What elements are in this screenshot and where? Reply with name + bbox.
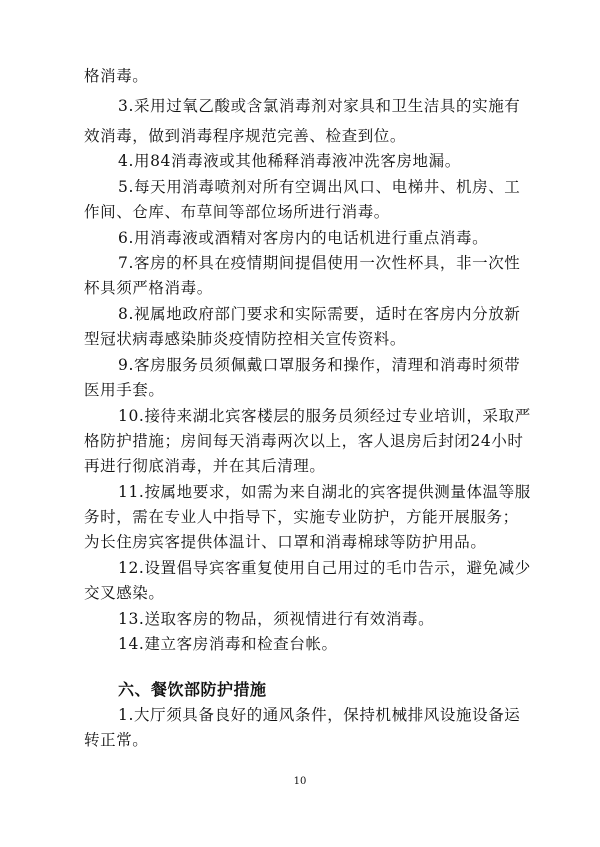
text-line: 7.客房的杯具在疫情期间提倡使用一次性杯具，非一次性 bbox=[118, 254, 521, 272]
text-line: 务时，需在专业人中指导下，实施专业防护，方能开展服务； bbox=[84, 508, 519, 526]
section-text-line: 转正常。 bbox=[84, 731, 149, 749]
text-line: 医用手套。 bbox=[84, 381, 165, 399]
text-line: 8.视属地政府部门要求和实际需要，适时在客房内分放新 bbox=[118, 305, 521, 323]
text-line: 13.送取客房的物品，须视情进行有效消毒。 bbox=[118, 610, 435, 628]
text-line: 6.用消毒液或酒精对客房内的电话机进行重点消毒。 bbox=[118, 229, 489, 247]
text-line: 格消毒。 bbox=[84, 67, 149, 85]
text-line: 12.设置倡导宾客重复使用自己用过的毛巾告示，避免减少 bbox=[118, 559, 531, 577]
text-line: 4.用84消毒液或其他稀释消毒液冲洗客房地漏。 bbox=[118, 152, 461, 170]
text-line: 10.接待来湖北宾客楼层的服务员须经过专业培训，采取严 bbox=[118, 407, 531, 425]
text-line: 格防护措施；房间每天消毒两次以上，客人退房后封闭24小时 bbox=[84, 432, 524, 450]
section-heading: 六、餐饮部防护措施 bbox=[118, 680, 267, 699]
text-line: 交叉感染。 bbox=[84, 584, 165, 602]
text-line: 9.客房服务员须佩戴口罩服务和操作，清理和消毒时须带 bbox=[118, 356, 521, 374]
page-number: 10 bbox=[293, 776, 307, 787]
text-line: 再进行彻底消毒，并在其后清理。 bbox=[84, 457, 326, 475]
text-line: 为长住房宾客提供体温计、口罩和消毒棉球等防护用品。 bbox=[84, 533, 487, 551]
text-line: 14.建立客房消毒和检查台帐。 bbox=[118, 635, 338, 653]
text-line: 11.按属地要求，如需为来自湖北的宾客提供测量体温等服 bbox=[118, 483, 531, 501]
text-line: 效消毒，做到消毒程序规范完善、检查到位。 bbox=[84, 127, 407, 145]
text-line: 3.采用过氧乙酸或含氯消毒剂对家具和卫生洁具的实施有 bbox=[118, 97, 521, 115]
text-line: 杯具须严格消毒。 bbox=[84, 279, 213, 297]
section-text-line: 1.大厅须具备良好的通风条件，保持机械排风设施设备运 bbox=[118, 706, 521, 724]
text-line: 作间、仓库、布草间等部位场所进行消毒。 bbox=[84, 203, 390, 221]
text-line: 5.每天用消毒喷剂对所有空调出风口、电梯井、机房、工 bbox=[118, 178, 521, 196]
text-line: 型冠状病毒感染肺炎疫情防控相关宣传资料。 bbox=[84, 330, 407, 348]
